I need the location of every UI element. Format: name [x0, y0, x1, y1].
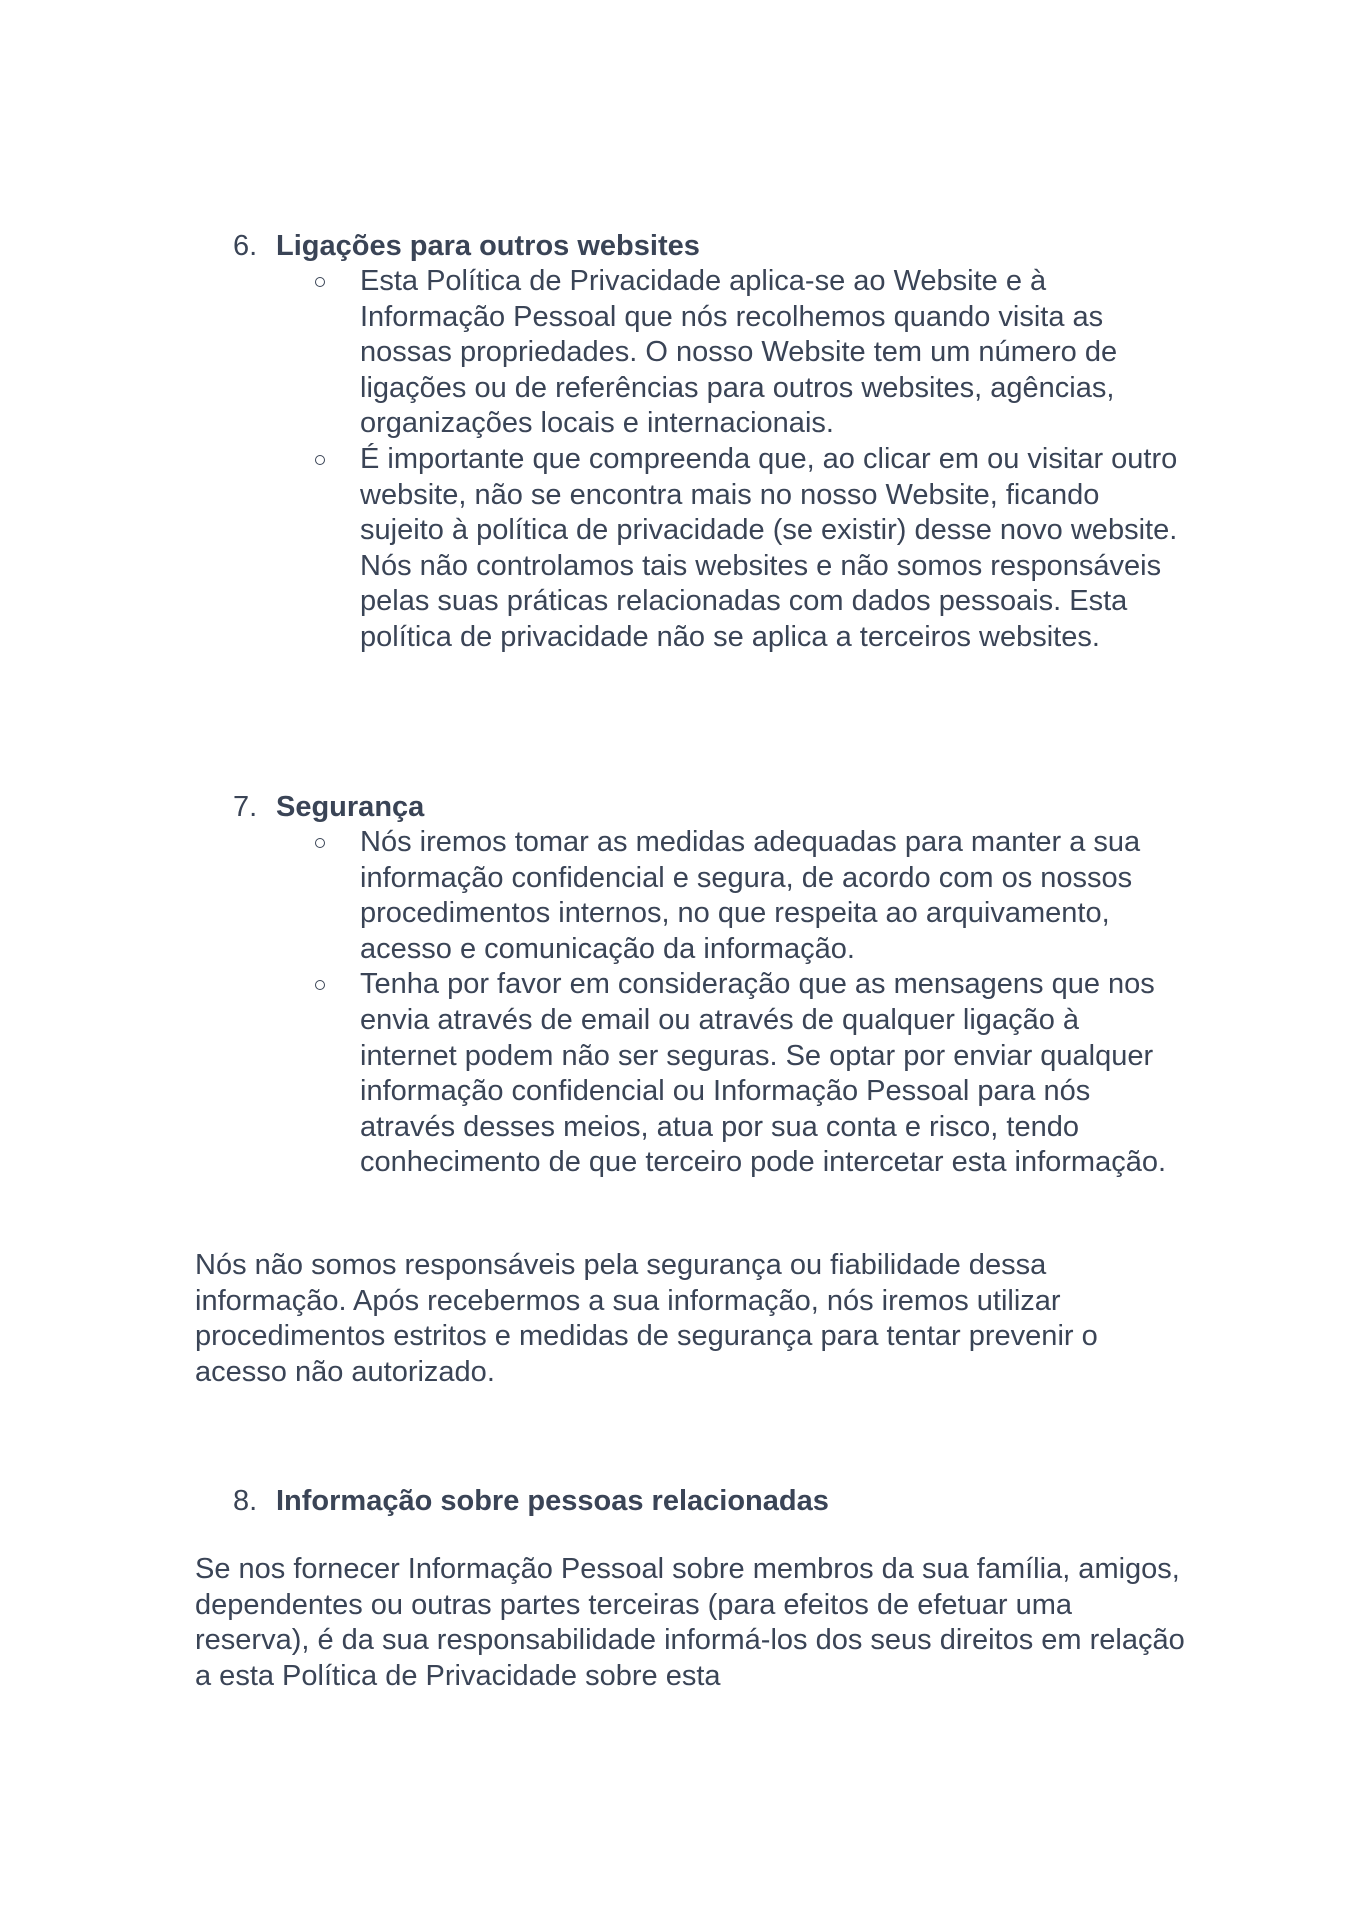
bullet-list: [0, 264, 1358, 656]
section-paragraph: Nós não somos responsáveis pela segurança ou fiabilidade dessa informação. Após recebermos a sua informação, nós iremos utilizar procedimentos estritos e medidas de segurança para tentar prevenir o acesso não autorizado.: [195, 1249, 1098, 1388]
section-heading: [233, 228, 700, 264]
section-heading: [233, 1483, 829, 1519]
list-item: [0, 442, 1358, 656]
section-title: Segurança: [276, 791, 425, 823]
list-item: [0, 264, 1358, 442]
list-item: [0, 967, 1358, 1181]
bullet-text: Tenha por favor em consideração que as mensagens que nos envia através de email ou através de qualquer ligação à internet podem não ser seguras. Se optar por enviar qualquer informação confidencial ou Informação Pessoal para nós através desses meios, atua por sua conta e risco, tendo conhecimento de que terceiro pode intercetar esta informação.: [360, 968, 1167, 1179]
circle-bullet-icon: [315, 455, 325, 465]
bullet-text: É importante que compreenda que, ao clicar em ou visitar outro website, não se encontra mais no nosso Website, ficando sujeito à política de privacidade (se existir) desse novo website. Nós não controlamos tais websites e não somos responsáveis pelas suas práticas relacionadas com dados pessoais. Esta política de privacidade não se aplica a terceiros websites.: [360, 442, 1178, 653]
bullet-text: Esta Política de Privacidade aplica-se ao Website e à Informação Pessoal que nós recolhemos quando visita as nossas propriedades. O nosso Website tem um número de ligações ou de referências para outros websites, agências, organizações locais e internacionais.: [360, 265, 1118, 440]
section-heading: [233, 789, 424, 825]
bullet-list: [0, 825, 1358, 1181]
circle-bullet-icon: [315, 838, 325, 848]
section-number: 7.: [233, 791, 258, 823]
section-paragraph: Se nos fornecer Informação Pessoal sobre membros da sua família, amigos, dependentes ou outras partes terceiras (para efeitos de efetuar uma reserva), é da sua responsabilidade informá-los dos seus direitos em relação a esta Política de Privacidade sobre esta: [195, 1553, 1185, 1692]
section-number: 6.: [233, 230, 258, 262]
circle-bullet-icon: [315, 980, 325, 990]
circle-bullet-icon: [315, 277, 325, 287]
section-title: Ligações para outros websites: [276, 230, 700, 262]
bullet-text: Nós iremos tomar as medidas adequadas para manter a sua informação confidencial e segura, de acordo com os nossos procedimentos internos, no que respeita ao arquivamento, acesso e comunicação da informação.: [360, 826, 1141, 965]
section-number: 8.: [233, 1485, 258, 1517]
section-title: Informação sobre pessoas relacionadas: [276, 1485, 829, 1517]
list-item: [0, 825, 1358, 967]
